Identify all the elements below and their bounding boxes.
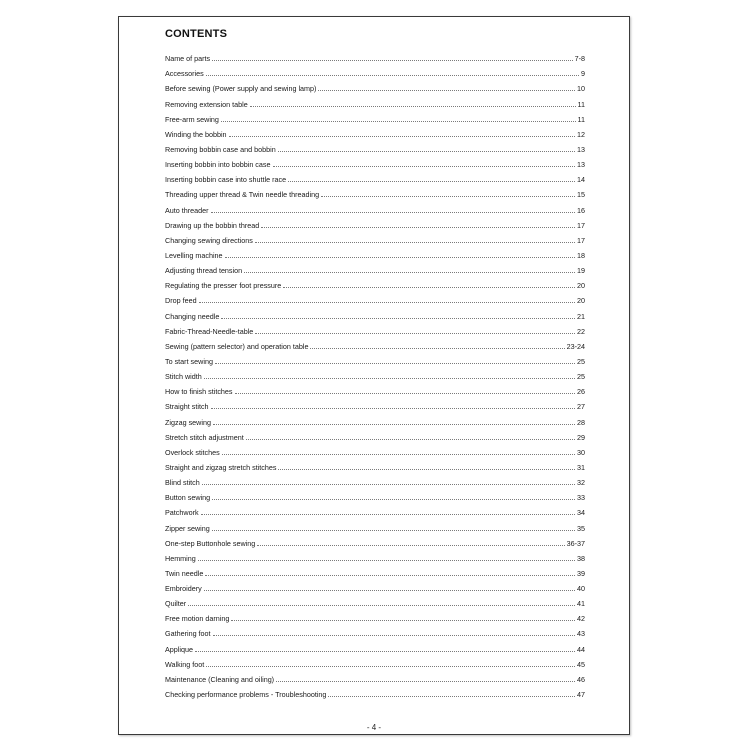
- toc-entry-title: Changing needle: [165, 311, 220, 321]
- toc-entry-title: Straight and zigzag stretch stitches: [165, 462, 277, 472]
- toc-entry-page: 34: [577, 508, 585, 518]
- toc-entry-page: 19: [577, 266, 585, 276]
- dot-leader: [250, 106, 576, 107]
- dot-leader: [202, 484, 575, 485]
- toc-entry-page: 31: [577, 462, 585, 472]
- dot-leader: [201, 514, 575, 515]
- toc-entry-page: 46: [577, 674, 585, 684]
- toc-entry: [165, 169, 585, 184]
- toc-entry: [165, 638, 585, 653]
- toc-entry-page: 20: [577, 281, 585, 291]
- toc-entry: [165, 93, 585, 108]
- toc-entry-title: Levelling machine: [165, 250, 223, 260]
- toc-entry-page: 22: [577, 326, 585, 336]
- toc-entry-page: 21: [577, 311, 585, 321]
- toc-entry-title: Regulating the presser foot pressure: [165, 281, 282, 291]
- dot-leader: [213, 424, 575, 425]
- toc-entry-title: Patchwork: [165, 508, 199, 518]
- toc-entry-page: 35: [577, 523, 585, 533]
- toc-entry-title: Twin needle: [165, 568, 204, 578]
- toc-entry-title: Removing extension table: [165, 99, 248, 109]
- dot-leader: [244, 272, 575, 273]
- toc-entry-title: Quilter: [165, 599, 187, 609]
- toc-entry-title: Zigzag sewing: [165, 417, 211, 427]
- toc-entry-page: 17: [577, 220, 585, 230]
- dot-leader: [188, 605, 575, 606]
- dot-leader: [211, 408, 575, 409]
- dot-leader: [212, 60, 572, 61]
- dot-leader: [288, 181, 575, 182]
- dot-leader: [222, 454, 575, 455]
- toc-entry: [165, 457, 585, 472]
- toc-entry: [165, 245, 585, 260]
- page-number: - 4 -: [366, 723, 382, 732]
- toc-entry-title: Name of parts: [165, 54, 211, 64]
- toc-entry-title: Stitch width: [165, 372, 202, 382]
- toc-entry-title: Sewing (pattern selector) and operation table: [165, 341, 309, 351]
- toc-entry: [165, 654, 585, 669]
- dot-leader: [213, 635, 575, 636]
- toc-entry-page: 7-8: [574, 54, 585, 64]
- toc-entry-page: 17: [577, 235, 585, 245]
- dot-leader: [229, 136, 575, 137]
- toc-entry: [165, 608, 585, 623]
- toc-entry-page: 43: [577, 629, 585, 639]
- toc-entry: [165, 63, 585, 78]
- contents-heading: CONTENTS: [165, 28, 228, 40]
- toc-entry-title: Button sewing: [165, 493, 211, 503]
- toc-entry-title: Fabric-Thread-Needle-table: [165, 326, 254, 336]
- toc-entry: [165, 684, 585, 699]
- dot-leader: [198, 560, 575, 561]
- dot-leader: [273, 166, 576, 167]
- toc-entry-page: 11: [577, 99, 585, 109]
- dot-leader: [283, 287, 575, 288]
- document-page: [118, 16, 630, 735]
- toc-entry-title: Blind stitch: [165, 478, 200, 488]
- toc-entry: [165, 623, 585, 638]
- toc-entry: [165, 305, 585, 320]
- dot-leader: [211, 212, 575, 213]
- dot-leader: [206, 75, 579, 76]
- toc-entry-page: 40: [577, 584, 585, 594]
- dot-leader: [225, 257, 575, 258]
- toc-entry-page: 20: [577, 296, 585, 306]
- toc-entry-page: 25: [577, 372, 585, 382]
- toc-entry-page: 36-37: [566, 538, 585, 548]
- dot-leader: [235, 393, 575, 394]
- toc-entry-title: To start sewing: [165, 356, 213, 366]
- toc-entry-page: 25: [577, 356, 585, 366]
- toc-entry: [165, 139, 585, 154]
- toc-entry-page: 29: [577, 432, 585, 442]
- toc-entry-page: 30: [577, 447, 585, 457]
- toc-entry-title: Hemming: [165, 553, 196, 563]
- toc-entry: [165, 290, 585, 305]
- toc-entry-title: Adjusting thread tension: [165, 266, 243, 276]
- toc-entry-page: 33: [577, 493, 585, 503]
- dot-leader: [257, 545, 564, 546]
- toc-entry: [165, 563, 585, 578]
- dot-leader: [212, 530, 575, 531]
- toc-entry-title: Drawing up the bobbin thread: [165, 220, 260, 230]
- toc-entry-title: Free motion darning: [165, 614, 230, 624]
- toc-entry-page: 44: [577, 644, 585, 654]
- dot-leader: [310, 348, 564, 349]
- toc-entry: [165, 184, 585, 199]
- toc-entry: [165, 442, 585, 457]
- dot-leader: [276, 681, 575, 682]
- toc-entry: [165, 533, 585, 548]
- dot-leader: [231, 620, 575, 621]
- toc-entry: [165, 154, 585, 169]
- toc-entry-title: Checking performance problems - Troubleshooting: [165, 690, 327, 700]
- toc-entry-page: 18: [577, 250, 585, 260]
- toc-entry-title: Maintenance (Cleaning and oiling): [165, 674, 275, 684]
- toc-entry-page: 28: [577, 417, 585, 427]
- toc-entry-page: 13: [577, 160, 585, 170]
- toc-entry-page: 23-24: [566, 341, 585, 351]
- toc-entry: [165, 78, 585, 93]
- dot-leader: [195, 651, 575, 652]
- toc-entry: [165, 275, 585, 290]
- toc-entry: [165, 669, 585, 684]
- toc-entry-page: 26: [577, 387, 585, 397]
- toc-entry: [165, 472, 585, 487]
- toc-entry-page: 13: [577, 144, 585, 154]
- toc-entry-page: 12: [577, 129, 585, 139]
- toc-entry: [165, 48, 585, 63]
- toc-entry-title: Changing sewing directions: [165, 235, 253, 245]
- toc-entry-page: 47: [577, 690, 585, 700]
- dot-leader: [328, 696, 575, 697]
- dot-leader: [204, 378, 575, 379]
- toc-entry-title: Straight stitch: [165, 402, 209, 412]
- dot-leader: [206, 666, 575, 667]
- toc-entry-page: 39: [577, 568, 585, 578]
- toc-entry-page: 10: [577, 84, 585, 94]
- toc-entry-page: 14: [577, 175, 585, 185]
- toc-entry-page: 32: [577, 478, 585, 488]
- dot-leader: [321, 196, 575, 197]
- dot-leader: [278, 151, 575, 152]
- toc-entry-title: Accessories: [165, 69, 204, 79]
- toc-entry: [165, 321, 585, 336]
- toc-entry: [165, 351, 585, 366]
- toc-entry: [165, 578, 585, 593]
- toc-entry-page: 42: [577, 614, 585, 624]
- dot-leader: [212, 499, 575, 500]
- toc-entry: [165, 502, 585, 517]
- toc-entry-title: Overlock stitches: [165, 447, 220, 457]
- toc-entry: [165, 215, 585, 230]
- toc-entry-title: Removing bobbin case and bobbin: [165, 144, 276, 154]
- toc-entry: [165, 427, 585, 442]
- toc-entry-page: 11: [577, 114, 585, 124]
- dot-leader: [261, 227, 575, 228]
- dot-leader: [318, 90, 575, 91]
- dot-leader: [246, 439, 575, 440]
- toc-entry-page: 15: [577, 190, 585, 200]
- toc-entry: [165, 336, 585, 351]
- toc-entry: [165, 109, 585, 124]
- toc-entry: [165, 124, 585, 139]
- toc-entry-title: Free-arm sewing: [165, 114, 219, 124]
- toc-entry: [165, 366, 585, 381]
- toc-entry-title: Inserting bobbin into bobbin case: [165, 160, 271, 170]
- toc-entry: [165, 548, 585, 563]
- toc-entry-title: Gathering foot: [165, 629, 211, 639]
- dot-leader: [215, 363, 575, 364]
- toc-entry-title: Before sewing (Power supply and sewing lamp): [165, 84, 317, 94]
- toc-entry: [165, 593, 585, 608]
- table-of-contents: [165, 48, 585, 699]
- toc-entry-page: 41: [577, 599, 585, 609]
- toc-entry-page: 27: [577, 402, 585, 412]
- toc-entry: [165, 517, 585, 532]
- toc-entry-title: One-step Buttonhole sewing: [165, 538, 256, 548]
- toc-entry-title: How to finish stitches: [165, 387, 233, 397]
- toc-entry: [165, 411, 585, 426]
- toc-entry-page: 45: [577, 659, 585, 669]
- dot-leader: [221, 318, 575, 319]
- toc-entry: [165, 381, 585, 396]
- dot-leader: [204, 590, 575, 591]
- toc-entry-title: Threading upper thread & Twin needle threading: [165, 190, 320, 200]
- toc-entry-title: Auto threader: [165, 205, 209, 215]
- toc-entry-title: Applique: [165, 644, 193, 654]
- toc-entry-title: Drop feed: [165, 296, 197, 306]
- toc-entry-page: 38: [577, 553, 585, 563]
- toc-entry: [165, 230, 585, 245]
- toc-entry-page: 9: [581, 69, 585, 79]
- dot-leader: [205, 575, 575, 576]
- toc-entry: [165, 199, 585, 214]
- toc-entry: [165, 487, 585, 502]
- toc-entry: [165, 396, 585, 411]
- toc-entry-title: Embroidery: [165, 584, 202, 594]
- dot-leader: [278, 469, 575, 470]
- toc-entry-title: Walking foot: [165, 659, 205, 669]
- dot-leader: [255, 333, 575, 334]
- dot-leader: [199, 302, 575, 303]
- dot-leader: [221, 121, 576, 122]
- toc-entry-title: Zipper sewing: [165, 523, 210, 533]
- toc-entry-page: 16: [577, 205, 585, 215]
- toc-entry: [165, 260, 585, 275]
- dot-leader: [255, 242, 575, 243]
- toc-entry-title: Inserting bobbin case into shuttle race: [165, 175, 287, 185]
- toc-entry-title: Winding the bobbin: [165, 129, 227, 139]
- toc-entry-title: Stretch stitch adjustment: [165, 432, 244, 442]
